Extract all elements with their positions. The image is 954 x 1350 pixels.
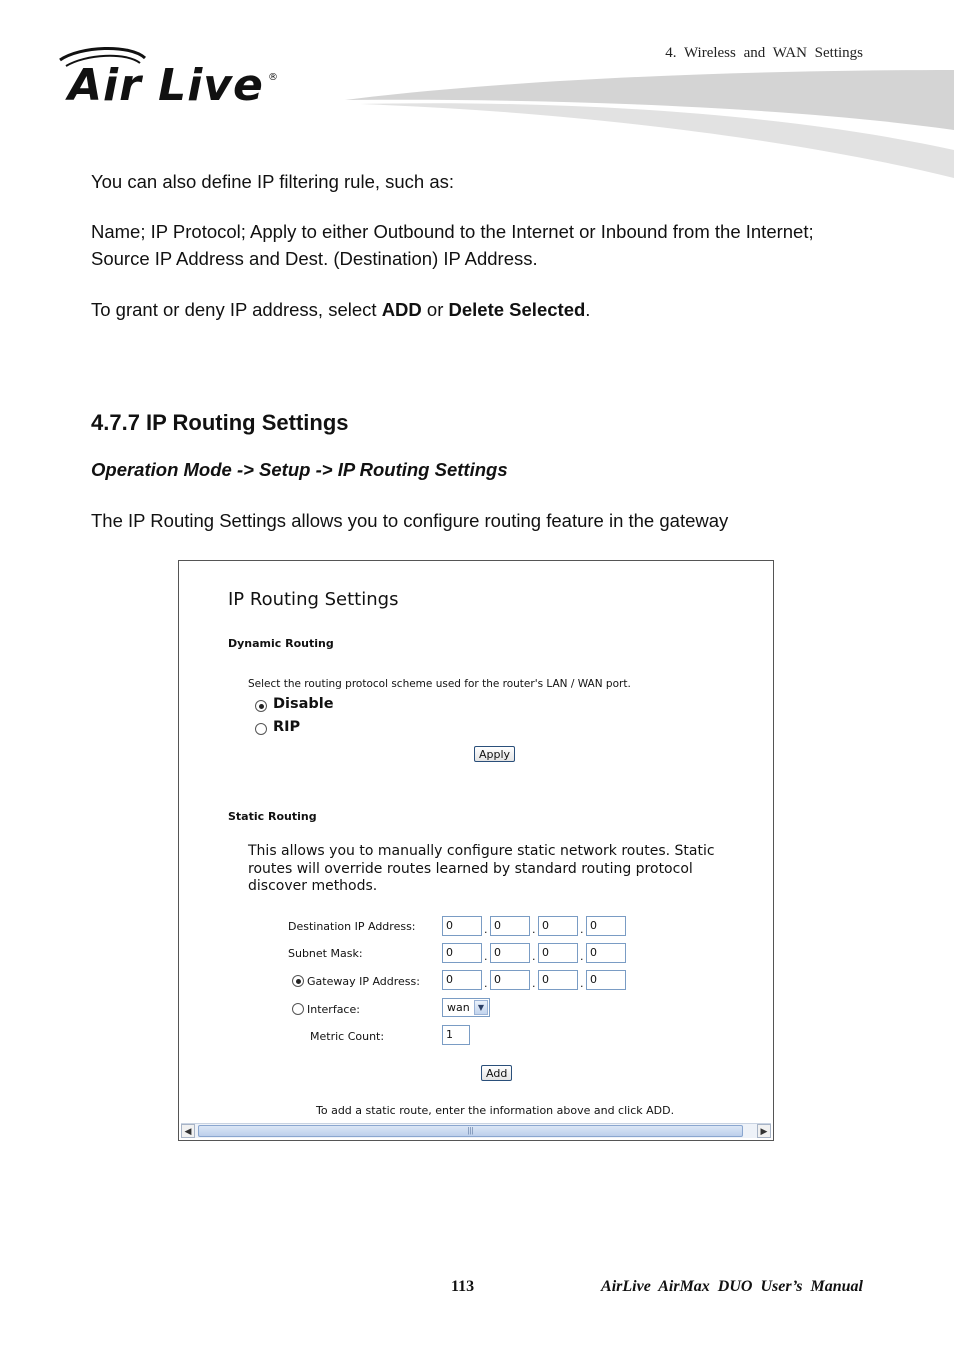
gateway-ip-label: Gateway IP Address: bbox=[307, 975, 420, 988]
add-keyword: ADD bbox=[381, 299, 422, 320]
dynamic-routing-heading: Dynamic Routing bbox=[228, 637, 334, 650]
chevron-down-icon[interactable]: ▼ bbox=[474, 1000, 488, 1015]
rip-label: RIP bbox=[273, 719, 301, 735]
metric-count-label: Metric Count: bbox=[310, 1030, 385, 1043]
paragraph-ip-filtering: You can also define IP filtering rule, such as: bbox=[91, 171, 455, 192]
gateway-ip-octet-2[interactable]: 0 bbox=[490, 970, 530, 990]
ip-dot: . bbox=[484, 923, 488, 936]
interface-select-value: wan bbox=[447, 1001, 470, 1014]
grant-deny-post: . bbox=[585, 299, 591, 320]
grant-deny-mid: or bbox=[421, 299, 449, 320]
subnet-mask-octet-2[interactable]: 0 bbox=[490, 943, 530, 963]
ip-routing-screenshot bbox=[178, 560, 774, 1141]
page-number: 113 bbox=[451, 1278, 475, 1295]
section-heading: 4.7.7 IP Routing Settings bbox=[91, 410, 349, 435]
ip-dot: . bbox=[532, 923, 536, 936]
static-routing-description: This allows you to manually configure static network routes. Static routes will override routes learned by standard routing protocol discover methods. bbox=[248, 843, 715, 894]
destination-ip-octet-4[interactable]: 0 bbox=[586, 916, 626, 936]
ip-dot: . bbox=[484, 950, 488, 963]
navigation-path: Operation Mode -> Setup -> IP Routing Settings bbox=[91, 459, 508, 480]
scroll-right-arrow-icon[interactable]: ▶ bbox=[757, 1124, 771, 1138]
ip-dot: . bbox=[532, 950, 536, 963]
subnet-mask-label: Subnet Mask: bbox=[288, 947, 363, 960]
destination-ip-octet-1[interactable]: 0 bbox=[442, 916, 482, 936]
ip-dot: . bbox=[532, 977, 536, 990]
disable-radio[interactable] bbox=[255, 700, 267, 712]
interface-radio[interactable] bbox=[292, 1003, 304, 1015]
paragraph-grant-deny bbox=[91, 296, 590, 323]
gateway-ip-octet-1[interactable]: 0 bbox=[442, 970, 482, 990]
add-button[interactable]: Add bbox=[481, 1065, 512, 1081]
scroll-left-arrow-icon[interactable]: ◀ bbox=[181, 1124, 195, 1138]
manual-title: AirLive AirMax DUO User’s Manual bbox=[601, 1278, 863, 1295]
paragraph-ip-routing-intro: The IP Routing Settings allows you to configure routing feature in the gateway bbox=[91, 510, 729, 531]
add-route-note: To add a static route, enter the information above and click ADD. bbox=[316, 1104, 675, 1117]
subnet-mask-octet-1[interactable]: 0 bbox=[442, 943, 482, 963]
horizontal-scrollbar[interactable] bbox=[181, 1123, 771, 1138]
screenshot-title: IP Routing Settings bbox=[228, 589, 399, 610]
registered-mark: ® bbox=[268, 72, 278, 83]
select-scheme-text: Select the routing protocol scheme used for the router's LAN / WAN port. bbox=[248, 678, 631, 690]
ip-dot: . bbox=[580, 950, 584, 963]
airlive-logo: Air Live bbox=[68, 60, 264, 111]
destination-ip-octet-3[interactable]: 0 bbox=[538, 916, 578, 936]
gateway-radio[interactable] bbox=[292, 975, 304, 987]
destination-ip-octet-2[interactable]: 0 bbox=[490, 916, 530, 936]
interface-label: Interface: bbox=[307, 1003, 360, 1016]
ip-dot: . bbox=[484, 977, 488, 990]
disable-label: Disable bbox=[273, 696, 334, 712]
gateway-ip-octet-4[interactable]: 0 bbox=[586, 970, 626, 990]
ip-dot: . bbox=[580, 977, 584, 990]
grant-deny-pre: To grant or deny IP address, select bbox=[91, 299, 382, 320]
delete-selected-keyword: Delete Selected bbox=[448, 299, 586, 320]
paragraph-filter-fields: Name; IP Protocol; Apply to either Outbound to the Internet or Inbound from the Internet; Source IP Address and Dest. (Destination) IP Address. bbox=[91, 221, 814, 269]
destination-ip-label: Destination IP Address: bbox=[288, 920, 416, 933]
interface-select[interactable] bbox=[442, 998, 490, 1017]
scrollbar-thumb[interactable]: ||| bbox=[198, 1125, 743, 1137]
metric-count-input[interactable]: 1 bbox=[442, 1025, 470, 1045]
subnet-mask-octet-3[interactable]: 0 bbox=[538, 943, 578, 963]
chapter-header: 4. Wireless and WAN Settings bbox=[665, 45, 863, 61]
rip-radio[interactable] bbox=[255, 723, 267, 735]
apply-button[interactable]: Apply bbox=[474, 746, 515, 762]
gateway-ip-octet-3[interactable]: 0 bbox=[538, 970, 578, 990]
ip-dot: . bbox=[580, 923, 584, 936]
subnet-mask-octet-4[interactable]: 0 bbox=[586, 943, 626, 963]
static-routing-heading: Static Routing bbox=[228, 810, 317, 823]
